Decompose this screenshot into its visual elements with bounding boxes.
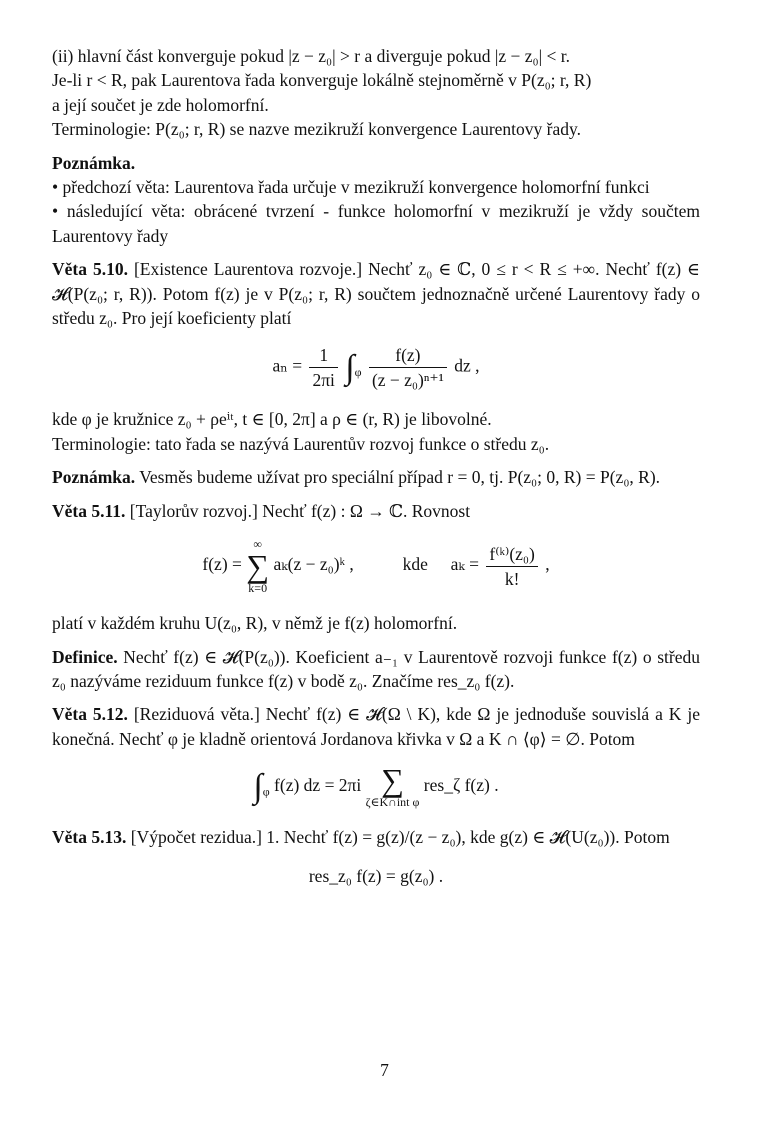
eq3-tail: res_ζ f(z) .: [423, 775, 499, 796]
equation-residue-formula: res_z₀ f(z) = g(z₀) .: [308, 865, 444, 886]
veta-5-10-title: Věta 5.10.: [52, 259, 128, 280]
eq2-frac-den: k!: [504, 568, 520, 589]
equation-laurent-coefficients: [52, 344, 700, 391]
eq2-kde: kde: [402, 554, 428, 575]
definice: [52, 645, 700, 694]
eq3-int-sub: φ: [262, 784, 270, 799]
text-line-2: Je-li r < R, pak Laurentova řada konverguje lokálně stejnoměrně v P(z₀; r, R): [52, 70, 592, 91]
veta-5-10-text: [Existence Laurentova rozvoje.] Nechť z₀ ∈ ℂ, 0 ≤ r < R ≤ +∞. Nechť f(z) ∈ 𝓗(P(z₀; r, R)). Potom f(z) je v P(z₀; r, R) součtem jednoznačně určené Laurentovy řady o středu z₀. Pro její koeficienty platí: [52, 259, 701, 329]
veta-5-12: [52, 702, 700, 751]
sum-sign: [246, 537, 269, 595]
sum-glyph: ∑: [246, 548, 270, 585]
veta-5-11: [52, 499, 700, 523]
poznamka-1-title: Poznámka.: [52, 152, 136, 173]
eq1-fraction-2: [369, 344, 447, 391]
eq1-frac-den: 2πi: [312, 370, 335, 391]
eq1-fraction: [309, 344, 337, 391]
veta-5-13-text: [Výpočet rezidua.] 1. Nechť f(z) = g(z)/(z − z₀), kde g(z) ∈ 𝓗(U(z₀)). Potom: [130, 827, 670, 848]
veta-5-12-text: [Reziduová věta.] Nechť f(z) ∈ 𝓗(Ω \ K), kde Ω je jednoduše souvislá a K je konečná. Nechť φ je kladně orientová Jordanova křivka v Ω a K ∩ ⟨φ⟩ = ∅. Potom: [52, 704, 701, 749]
integral-sign: ∫: [345, 348, 355, 386]
text-line-3: a její součet je zde holomorfní.: [52, 94, 269, 115]
poznamka-2-text: Vesměs budeme užívat pro speciální případ r = 0, tj. P(z₀; 0, R) = P(z₀, R).: [139, 467, 661, 488]
veta-5-12-title: Věta 5.12.: [52, 704, 128, 725]
eq1-frac2-den: (z − z₀)ⁿ⁺¹: [371, 370, 444, 391]
eq2-sum-bottom: k=0: [248, 581, 268, 596]
eq2-tail: ,: [545, 554, 550, 575]
page-number: 7: [380, 1060, 389, 1080]
veta-5-13-title: Věta 5.13.: [52, 827, 127, 848]
veta-5-11-after: platí v každém kruhu U(z₀, R), v němž je f(z) holomorfní.: [52, 613, 458, 634]
equation-taylor: [52, 537, 700, 595]
eq1-frac2-num: f(z): [369, 344, 447, 368]
eq1-tail: dz ,: [454, 355, 480, 376]
eq2-ak: aₖ =: [450, 554, 479, 575]
text-line-1: (ii) hlavní část konverguje pokud |z − z₀| > r a diverguje pokud |z − z₀| < r.: [52, 46, 570, 66]
sum-glyph-2: ∑: [381, 762, 404, 799]
text-line-4: Terminologie: P(z₀; r, R) se nazve mezikruží konvergence Laurentovy řady.: [52, 119, 581, 140]
veta-5-10-after-2: Terminologie: tato řada se nazývá Laurentův rozvoj funkce o středu z₀.: [52, 433, 550, 454]
sum-sign-2: [365, 762, 420, 810]
definice-title: Definice.: [52, 646, 118, 667]
eq1-int-sub: φ: [354, 365, 362, 380]
poznamka-2-title: Poznámka.: [52, 467, 136, 488]
bullet-1: • předchozí věta: Laurentova řada určuje v mezikruží konvergence holomorfní funkci: [52, 177, 650, 198]
veta-5-10: [52, 257, 700, 330]
veta-5-10-after-1: kde φ je kružnice z₀ + ρeⁱᵗ, t ∈ [0, 2π] a ρ ∈ (r, R) je libovolné.: [52, 409, 492, 430]
integral-sign-2: ∫: [253, 767, 263, 805]
bullet-2: • následující věta: obrácené tvrzení - funkce holomorfní v mezikruží je vždy součtem Laurentovy řady: [52, 201, 700, 246]
eq2-fraction: [486, 543, 537, 590]
equation-residue-theorem: [52, 762, 700, 810]
veta-5-11-title: Věta 5.11.: [52, 500, 126, 521]
eq1-frac-num: 1: [309, 344, 337, 368]
page-body: [52, 44, 700, 904]
eq2-sum-top: ∞: [253, 537, 262, 552]
eq1-lhs: aₙ =: [272, 355, 303, 376]
eq3-body: f(z) dz = 2πi: [274, 775, 362, 796]
veta-5-13: [52, 825, 700, 849]
poznamka-2: [52, 465, 700, 489]
eq3-sum-bottom: ζ∈K∩int φ: [365, 795, 420, 810]
eq2-body: aₖ(z − z₀)ᵏ ,: [273, 554, 354, 575]
definice-text: Nechť f(z) ∈ 𝓗(P(z₀)). Koeficient a₋₁ v Laurentově rozvoji funkce f(z) o středu z₀ nazýváme reziduum funkce f(z) v bodě z₀. Značíme res_z₀ f(z).: [52, 646, 701, 691]
veta-5-11-text: [Taylorův rozvoj.] Nechť f(z) : Ω → ℂ. Rovnost: [129, 500, 471, 521]
eq2-frac-num: f⁽ᵏ⁾(z₀): [486, 543, 537, 567]
eq2-lhs: f(z) =: [202, 554, 242, 575]
